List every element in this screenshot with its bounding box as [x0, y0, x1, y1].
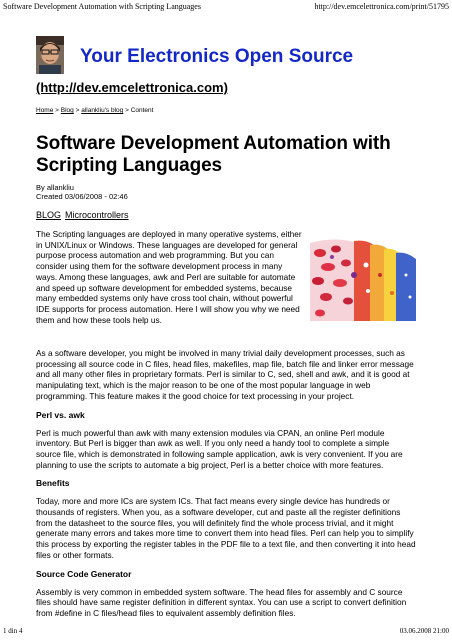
article-title: Software Development Automation with Scripting Languages: [36, 133, 391, 176]
breadcrumb: [36, 106, 416, 115]
article-illustration: [310, 235, 416, 321]
breadcrumb-blog[interactable]: Blog: [60, 107, 74, 114]
breadcrumb-separator: >: [73, 107, 82, 114]
article-intro: [36, 229, 416, 341]
avatar-image: [36, 36, 64, 74]
breadcrumb-separator: >: [53, 107, 61, 114]
breadcrumb-home[interactable]: Home: [36, 107, 54, 114]
page-number: 1 din 4: [3, 627, 23, 635]
site-url-link[interactable]: (http://dev.emcelettronica.com): [36, 80, 228, 95]
print-header-title: Software Development Automation with Scripting Languages: [3, 2, 201, 11]
breadcrumb-user-blog[interactable]: allankliu's blog: [81, 107, 124, 114]
paragraph-perl-vs-awk: Perl is much powerful than awk with many extension modules via CPAN, an online Perl module inventory. But Perl is bigger than awk as well. If you only need a handy tool to complete a simple source file, which is demonstrated in following sample application, awk is very convenient. If you are planning to use the scripts to automate a big project, Perl is a better choice with more features.: [36, 427, 403, 470]
article-created: Created 03/06/2008 - 02:46: [36, 192, 128, 201]
print-header-url: http://dev.emcelettronica.com/print/51795: [314, 2, 449, 11]
section-heading-source-code-generator: Source Code Generator: [36, 568, 132, 579]
paragraph-source-code-generator: Assembly is very common in embedded system software. The head files for assembly and C source files should have same register definition in different syntax. You can use a script to convert definition from #define in C files/head files to equivalent assembly definition files.: [36, 586, 407, 618]
breadcrumb-current: Content: [130, 107, 154, 114]
print-datetime: 03.06.2008 21:00: [399, 627, 449, 635]
site-header: [36, 34, 416, 78]
paragraph-benefits: Today, more and more ICs are system ICs. That fact means every single device has hundreds or thousands of registers. When you, as a software developer, cut and paste all the register definitions from the datasheet to the source files, you will definitely find the whole process trivial, and it might generate many errors and takes more time to convert them into head files. Perl can help you to simplify this process by exporting the register tables in the PDF file to a text file, and then converting it into head files or other formats.: [36, 496, 416, 560]
site-title: Your Electronics Open Source: [80, 46, 354, 67]
tag-blog-link[interactable]: BLOG: [36, 210, 62, 220]
print-header: [3, 2, 449, 12]
section-heading-perl-vs-awk: Perl vs. awk: [36, 409, 85, 420]
page-content: [36, 34, 416, 619]
paragraph-developer-processes: As a software developer, you might be involved in many trivial daily development processes, such as processing all source code in C files, head files, makefiles, map file, batch file and linker error message and all many other files in proprietary formats. Perl is similar to C, sed, shell and awk, and it is good at manipulating text, which is the major reason to be one of the most popular language in web programming. This feature makes it the good choice for text processing in your project.: [36, 348, 414, 401]
breadcrumb-separator: >: [123, 107, 131, 114]
tag-microcontrollers-link[interactable]: Microcontrollers: [65, 210, 129, 220]
article-author: By allankliu: [36, 183, 74, 192]
article-tags: [36, 209, 416, 221]
article-meta: [36, 183, 416, 201]
intro-paragraph: The Scripting languages are deployed in many operative systems, either in UNIX/Linux or Windows. These languages are developed for general purpose process automation and web programming. But you can consider using them for the software development process in many ways. Among these languages, awk and Perl are suitable for automate and speed up software development for embedded systems, because many embedded systems only have cross tool chain, without powerful IDE supports for process automation. Here I will show you why we need them and how these tools help us.: [36, 229, 302, 325]
section-heading-benefits: Benefits: [36, 478, 70, 489]
print-footer: [3, 626, 449, 636]
